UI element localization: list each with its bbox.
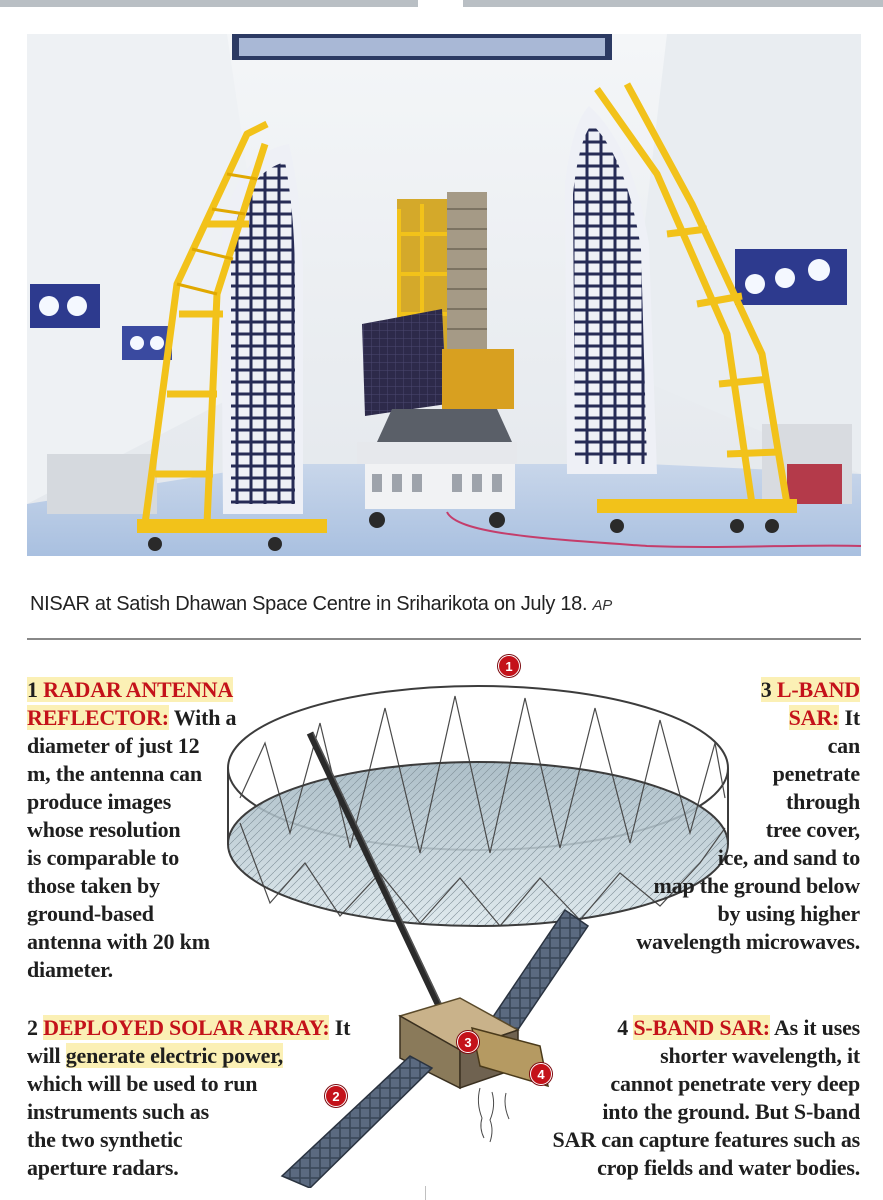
text-line: is comparable to (27, 845, 180, 870)
section-heading: DEPLOYED SOLAR ARRAY: (43, 1015, 330, 1040)
top-border-left (0, 0, 418, 7)
text-line: penetrate (772, 761, 860, 786)
bottom-divider (425, 1186, 426, 1200)
text-line: m, the antenna can (27, 761, 202, 786)
text-line: will (27, 1043, 61, 1068)
section-heading-cont: SAR: (788, 705, 840, 730)
text-line: As it uses (773, 1015, 860, 1040)
text-line: into the ground. But S-band (602, 1099, 860, 1124)
text-line: antenna with 20 km (27, 929, 210, 954)
text-line: by using higher (717, 901, 860, 926)
text-line: diameter. (27, 957, 113, 982)
section-divider (27, 638, 861, 640)
s-band-description (460, 1014, 860, 1182)
text-line: With a (173, 705, 237, 730)
text-line: It (844, 705, 860, 730)
text-line: ground-based (27, 901, 154, 926)
section-heading: L-BAND (776, 677, 860, 702)
text-line: crop fields and water bodies. (597, 1155, 860, 1180)
text-line: wavelength microwaves. (636, 929, 860, 954)
text-line: whose resolution (27, 817, 181, 842)
marker-4: 4 (530, 1063, 552, 1085)
text-line: cannot penetrate very deep (610, 1071, 860, 1096)
text-line: tree cover, (765, 817, 860, 842)
section-number: 1 (27, 677, 38, 702)
photo-caption (30, 593, 612, 616)
marker-1: 1 (498, 655, 520, 677)
text-line: SAR can capture features such as (552, 1127, 860, 1152)
solar-array-description (27, 1014, 357, 1182)
text-line: instruments such as (27, 1099, 210, 1124)
text-line: map the ground below (653, 873, 860, 898)
section-heading-cont: REFLECTOR: (27, 705, 169, 730)
caption-text: NISAR at Satish Dhawan Space Centre in Sriharikota on July 18. (30, 593, 588, 615)
text-line: diameter of just 12 (27, 733, 200, 758)
text-line: can (827, 733, 860, 758)
text-line-highlighted: generate electric power, (65, 1043, 284, 1068)
l-band-description (580, 676, 860, 956)
section-number: 2 (27, 1015, 38, 1040)
text-line: aperture radars. (27, 1155, 179, 1180)
text-line: It (334, 1015, 351, 1040)
section-heading: RADAR ANTENNA (43, 677, 234, 702)
text-line: which will be used to run (27, 1071, 258, 1096)
text-line: shorter wavelength, it (660, 1043, 860, 1068)
section-number: 3 (760, 677, 772, 702)
text-line: ice, and sand to (717, 845, 860, 870)
text-line: the two synthetic (27, 1127, 183, 1152)
marker-3: 3 (457, 1031, 479, 1053)
radar-antenna-description (27, 676, 277, 984)
text-line: produce images (27, 789, 172, 814)
section-heading: S-BAND SAR: (633, 1015, 770, 1040)
text-line: through (786, 789, 860, 814)
section-number: 4 (617, 1015, 629, 1040)
nisar-photo (27, 34, 861, 556)
marker-2: 2 (325, 1085, 347, 1107)
photo-credit: AP (592, 597, 612, 614)
top-border (0, 0, 883, 14)
top-border-right (463, 0, 883, 7)
text-line: those taken by (27, 873, 160, 898)
